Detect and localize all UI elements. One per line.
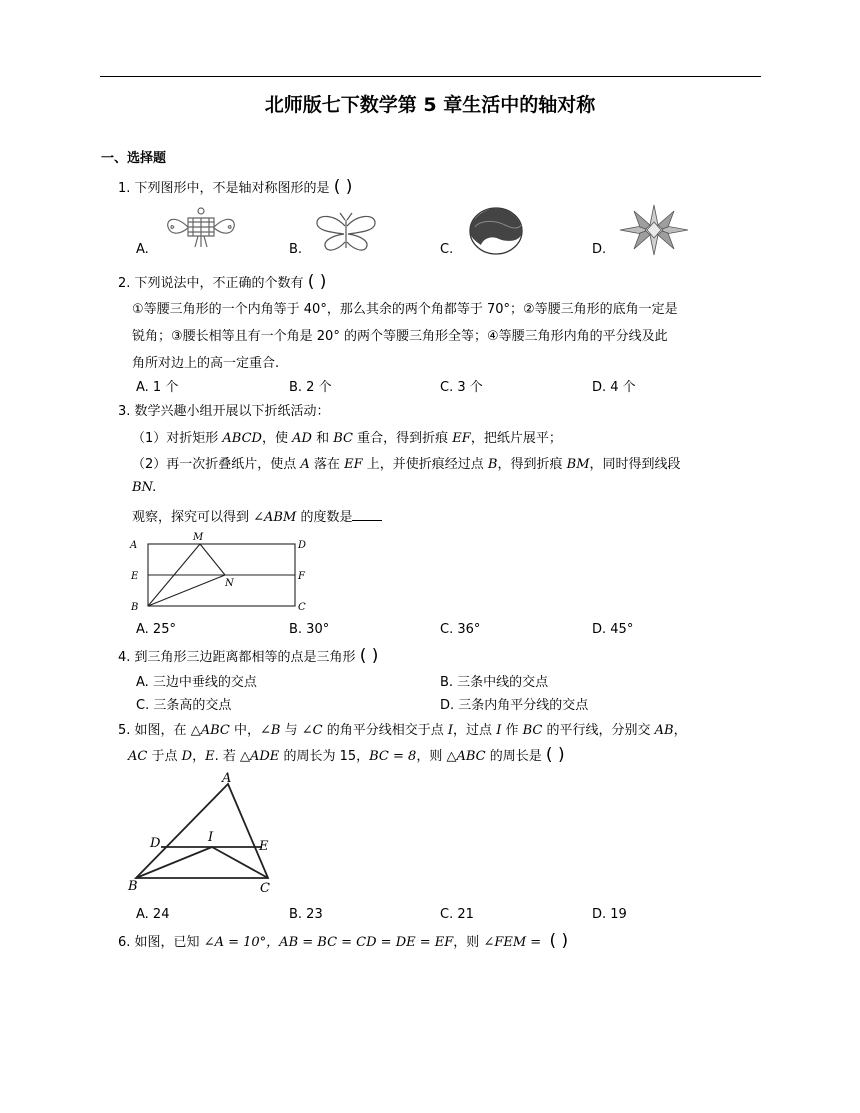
- label-d: D: [150, 836, 161, 851]
- q3-step-2: （2）再一次折叠纸片，使点 A 落在 EF 上，并使折痕经过点 B，得到折痕 BM，同时得到线段: [132, 457, 681, 472]
- option-c[interactable]: C. 3 个: [440, 380, 483, 395]
- label-a: A: [222, 771, 232, 786]
- chinese-knot-icon: [164, 206, 239, 248]
- question-5-line-1: 5. 如图，在 △ABC 中，∠B 与 ∠C 的角平分线相交于点 I，过点 I 作 BC 的平行线，分别交 AB，: [118, 723, 687, 738]
- q2-statement-line-1: ①等腰三角形的一个内角等于 40°，那么其余的两个角都等于 70°；②等腰三角形的底角一定是: [132, 302, 678, 317]
- page-title: 北师版七下数学第 5 章生活中的轴对称: [264, 94, 596, 116]
- answer-paren: ( ): [307, 272, 327, 292]
- option-b[interactable]: B. 30°: [289, 622, 330, 637]
- answer-paren: ( ): [545, 745, 565, 765]
- label-n: N: [225, 578, 234, 589]
- answer-paren: ( ): [549, 931, 569, 951]
- option-a[interactable]: A. 25°: [136, 622, 176, 637]
- question-text: 下列说法中，不正确的个数有: [134, 276, 304, 291]
- label-c: C: [260, 881, 270, 896]
- question-text: 下列图形中，不是轴对称图形的是: [134, 181, 330, 196]
- answer-paren: ( ): [359, 646, 379, 666]
- compass-star-icon: [620, 205, 688, 255]
- q3-observe: 观察，探究可以得到 ∠ABM 的度数是: [132, 506, 382, 525]
- question-number: 5.: [118, 723, 131, 738]
- question-text: 数学兴趣小组开展以下折纸活动：: [134, 404, 330, 419]
- option-d[interactable]: D. 4 个: [592, 380, 636, 395]
- q2-statement-line-3: 角所对边上的高一定重合.: [132, 356, 280, 371]
- question-2: [118, 272, 326, 292]
- label-f: F: [298, 571, 305, 582]
- question-1: [118, 177, 352, 197]
- question-5-line-2: AC 于点 D，E. 若 △ADE 的周长为 15，BC = 8，则 △ABC 的周长是 ( ): [128, 745, 565, 765]
- option-a[interactable]: A. 1 个: [136, 380, 179, 395]
- butterfly-icon: [314, 212, 378, 254]
- label-d: D: [298, 540, 307, 551]
- label-b: B: [128, 879, 138, 894]
- option-b[interactable]: B. 三条中线的交点: [440, 675, 549, 690]
- q3-step-2-cont: BN.: [132, 480, 157, 495]
- option-d[interactable]: D. 三条内角平分线的交点: [440, 698, 589, 713]
- option-c[interactable]: C. 21: [440, 907, 474, 922]
- q2-statement-line-2: 锐角；③腰长相等且有一个角是 20° 的两个等腰三角形全等；④等腰三角形内角的平分线及此: [132, 329, 668, 344]
- option-c[interactable]: C. 36°: [440, 622, 481, 637]
- option-b[interactable]: B.: [289, 242, 303, 257]
- option-c[interactable]: C.: [440, 242, 454, 257]
- question-number: 2.: [118, 276, 131, 291]
- option-d[interactable]: D.: [592, 242, 607, 257]
- q3-figure: [128, 532, 313, 614]
- question-number: 4.: [118, 650, 131, 665]
- question-number: 6.: [118, 935, 131, 950]
- label-c: C: [298, 602, 306, 613]
- label-m: M: [193, 532, 204, 543]
- label-e: E: [259, 839, 269, 854]
- option-d[interactable]: D. 19: [592, 907, 627, 922]
- section-heading: 一、选择题: [101, 151, 167, 166]
- answer-paren: ( ): [333, 177, 353, 197]
- option-c[interactable]: C. 三条高的交点: [136, 698, 232, 713]
- question-number: 3.: [118, 404, 131, 419]
- label-b: B: [131, 602, 139, 613]
- q5-figure: [126, 770, 286, 895]
- question-text: 到三角形三边距离都相等的点是三角形: [134, 650, 356, 665]
- header-rule: [100, 76, 761, 77]
- yin-yang-icon: [469, 207, 524, 255]
- option-b[interactable]: B. 23: [289, 907, 323, 922]
- answer-blank[interactable]: [352, 508, 382, 521]
- label-e: E: [131, 571, 139, 582]
- option-a[interactable]: A. 三边中垂线的交点: [136, 675, 257, 690]
- label-a: A: [130, 540, 138, 551]
- question-6: 6. 如图，已知 ∠A = 10°，AB = BC = CD = DE = EF，则 ∠FEM = ( ): [118, 931, 569, 951]
- option-d[interactable]: D. 45°: [592, 622, 634, 637]
- label-i: I: [208, 830, 214, 845]
- option-a[interactable]: A. 24: [136, 907, 170, 922]
- question-3: [118, 400, 330, 419]
- option-b[interactable]: B. 2 个: [289, 380, 332, 395]
- question-4: [118, 646, 378, 666]
- q3-step-1: （1）对折矩形 ABCD，使 AD 和 BC 重合，得到折痕 EF，把纸片展平；: [132, 431, 562, 446]
- option-a[interactable]: A.: [136, 242, 149, 257]
- question-number: 1.: [118, 181, 131, 196]
